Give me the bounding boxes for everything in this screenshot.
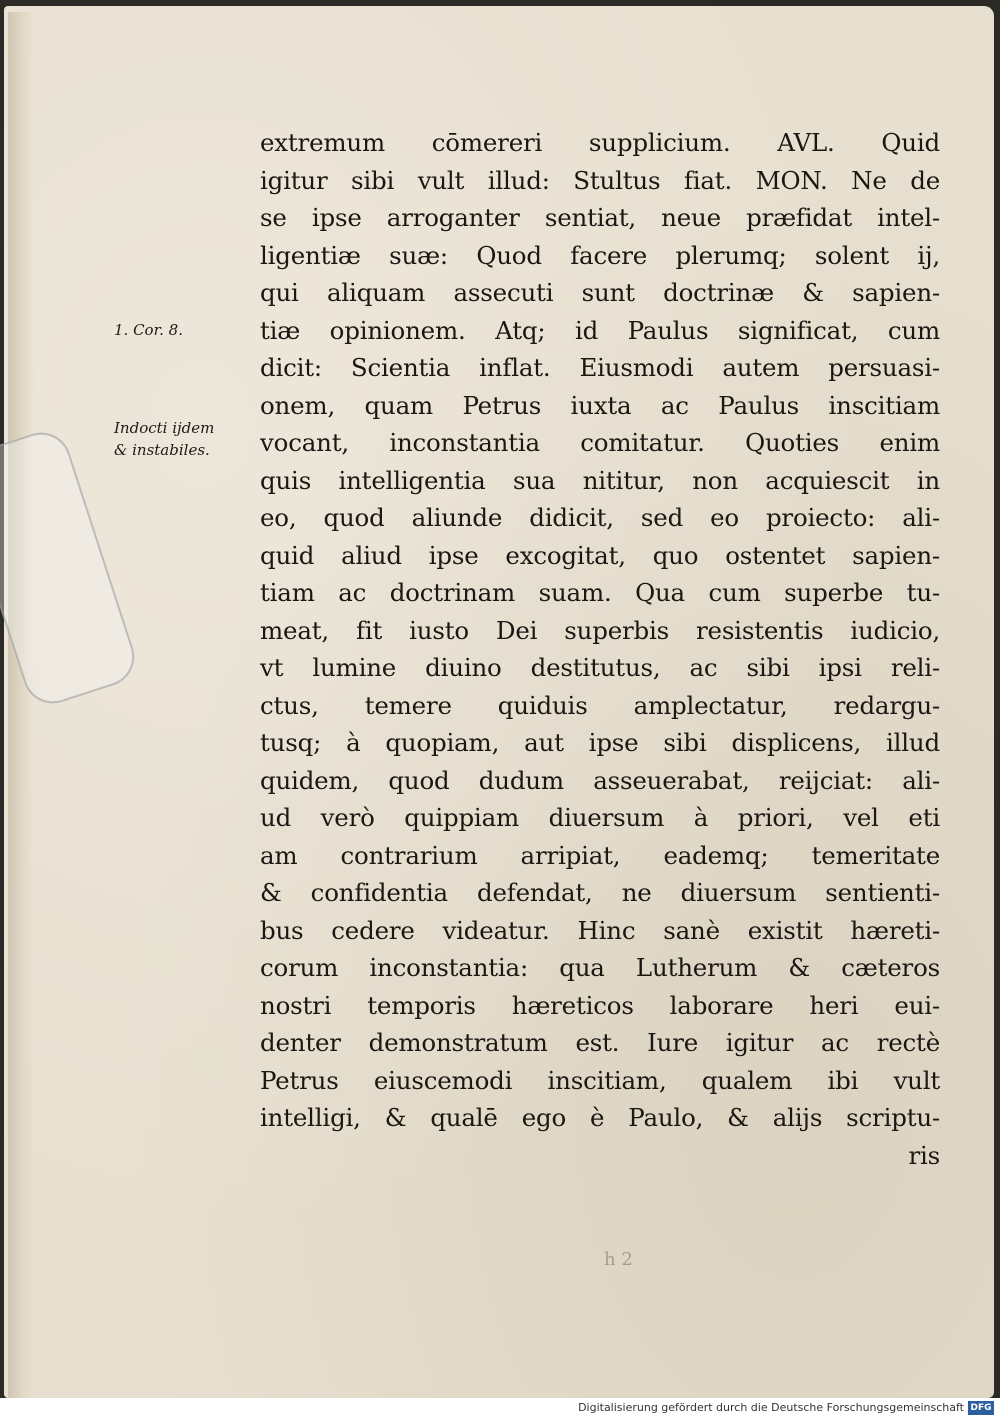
footer-bar: [0, 1398, 1000, 1419]
footer-text: Digitalisierung gefördert durch die Deutsche Forschungsgemeinschaft: [578, 1401, 964, 1414]
text-line: intelligi, & qualē ego è Paulo, & alijs scriptu-: [260, 1103, 940, 1132]
text-line: ris: [908, 1140, 940, 1170]
book-page: [4, 6, 994, 1398]
text-line: dicit: Scientia inflat. Eiusmodi autem persuasi-: [260, 353, 940, 382]
text-line: onem, quam Petrus iuxta ac Paulus inscitiam: [260, 390, 940, 420]
text-line: nostri temporis hæreticos laborare heri eui-: [260, 990, 940, 1020]
text-line: quis intelligentia sua nititur, non acquiescit in: [260, 465, 940, 495]
dfg-logo: DFG: [968, 1401, 994, 1415]
text-line: extremum cōmereri supplicium. AVL. Quid: [260, 128, 940, 157]
signature-mark: h 2: [604, 1249, 633, 1270]
bookmark-strip: [0, 425, 142, 711]
margin-note-cor: 1. Cor. 8.: [114, 321, 183, 339]
text-line: quid aliud ipse excogitat, quo ostentet sapien-: [260, 540, 940, 570]
text-line: quidem, quod dudum asseuerabat, reijciat: ali-: [260, 765, 940, 795]
text-line: am contrarium arripiat, eademq; temeritate: [260, 840, 940, 870]
margin-note-indocti: Indocti ijdem & instabiles.: [114, 419, 215, 459]
text-line: ud verò quippiam diuersum à priori, vel eti: [260, 803, 940, 832]
main-text-block: [260, 124, 940, 1174]
page-edge: [8, 12, 34, 1398]
text-line: ctus, temere quiduis amplectatur, redargu-: [260, 690, 940, 720]
text-line: igitur sibi vult illud: Stultus fiat. MON. Ne de: [260, 165, 940, 195]
text-line: corum inconstantia: qua Lutherum & cæteros: [260, 953, 940, 982]
text-line: eo, quod aliunde didicit, sed eo proiecto: ali-: [260, 503, 940, 532]
text-line: bus cedere videatur. Hinc sanè existit hæreti-: [260, 915, 940, 945]
text-line: tiæ opinionem. Atq; id Paulus significat, cum: [260, 315, 940, 345]
text-line: vocant, inconstantia comitatur. Quoties enim: [260, 428, 940, 457]
text-line: vt lumine diuino destitutus, ac sibi ipsi reli-: [260, 653, 940, 682]
text-line: meat, fit iusto Dei superbis resistentis iudicio,: [260, 615, 940, 645]
text-line: se ipse arroganter sentiat, neue præfidat intel-: [260, 203, 940, 232]
text-line: tiam ac doctrinam suam. Qua cum superbe tu-: [260, 578, 940, 607]
text-line: Petrus eiuscemodi inscitiam, qualem ibi vult: [260, 1065, 940, 1095]
text-line: denter demonstratum est. Iure igitur ac rectè: [260, 1028, 940, 1057]
text-line: qui aliquam assecuti sunt doctrinæ & sapien-: [260, 278, 940, 307]
text-line: & confidentia defendat, ne diuersum sentienti-: [260, 878, 940, 907]
text-line: ligentiæ suæ: Quod facere plerumq; solent ij,: [260, 240, 940, 270]
text-line: tusq; à quopiam, aut ipse sibi displicens, illud: [260, 728, 940, 757]
